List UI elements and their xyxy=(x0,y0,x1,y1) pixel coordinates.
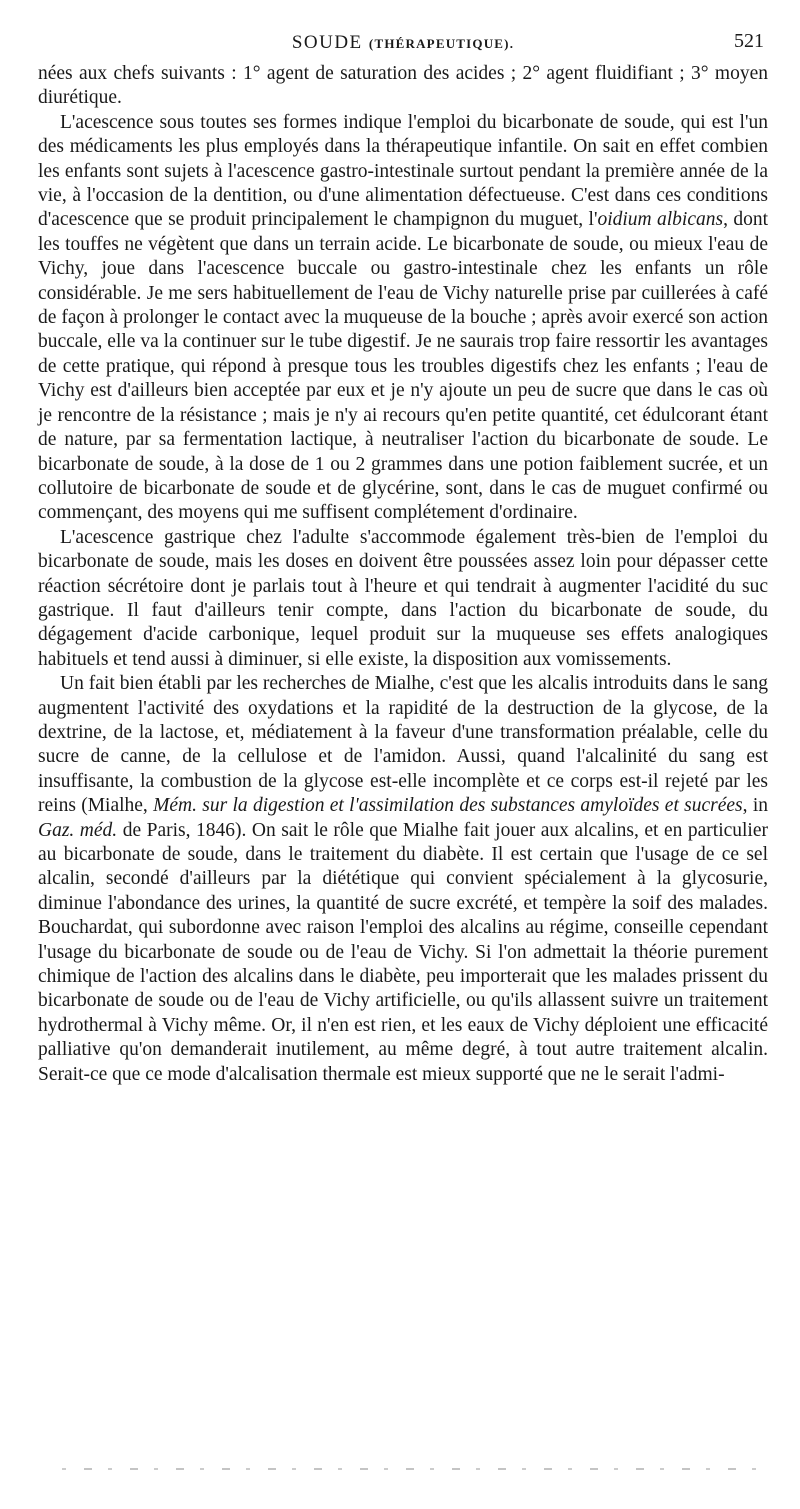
italic-text-segment: Mém. sur la digestion et l'assimilation des substances amyloïdes et sucrées xyxy=(153,795,743,817)
body-text xyxy=(38,62,768,1087)
text-segment: de Paris, 1846). On sait le rôle que Mialhe fait jouer aux alcalins, et en particulier au bicarbonate de soude, dans le traitement du diabète. Il est certain que l'usage de ce sel alcalin, secondé d'ailleurs par la diététique qui convient spécialement à la glycosurie, diminue l'abondance des urines, la quantité de sucre excrété, et tempère la soif des malades. Bouchardat, qui subordonne avec raison l'emploi des alcalins au régime, conseille cependant l'usage du bicarbonate de soude ou de l'eau de Vichy. Si l'on admettait la théorie purement chimique de l'action des alcalins dans le diabète, peu importerait que les malades prissent du bicarbonate de soude ou de l'eau de Vichy artificielle, ou qu'ils allassent suivre un traitement hydrothermal à Vichy même. Or, il n'en est rien, et les eaux de Vichy déploient une efficacité palliative qu'on demanderait inutilement, au même degré, à tout autre traitement alcalin. Serait-ce que ce mode d'alcalisation thermale est mieux supporté que ne le serait l'admi- xyxy=(38,819,768,1085)
paragraph xyxy=(38,672,768,1087)
text-segment: , dont les touffes ne végètent que dans un terrain acide. Le bicarbonate de soude, ou mieux l'eau de Vichy, joue dans l'acescence buccale ou gastro-intestinale chez les enfants un rôle considérable. Je me sers habituellement de l'eau de Vichy naturelle prise par cuillerées à café de façon à prolonger le contact avec la muqueuse de la bouche ; après avoir exercé son action buccale, elle va la continuer sur le tube digestif. Je ne saurais trop faire ressortir les avantages de cette pratique, qui répond à presque tous les troubles digestifs chez les enfants ; l'eau de Vichy est d'ailleurs bien acceptée par eux et je n'y ajoute un peu de sucre que dans le cas où je rencontre de la résistance ; mais je n'y ai recours qu'en petite quantité, cet édulcorant étant de nature, par sa fermentation lactique, à neutraliser l'action du bicarbonate de soude. Le bicarbonate de soude, à la dose de 1 ou 2 grammes dans une potion faiblement sucrée, et un collutoire de bicarbonate de soude et de glycérine, sont, dans le cas de muguet confirmé ou commençant, des moyens qui me suffisent complétement d'ordinaire. xyxy=(38,209,769,524)
text-segment: L'acescence gastrique chez l'adulte s'accommode également très-bien de l'emploi du bicarbonate de soude, mais les doses en doivent être poussées assez loin pour dépasser cette réaction sécrétoire dont je parlais tout à l'heure et qui tendrait à augmenter l'acidité du suc gastrique. Il faut d'ailleurs tenir compte, dans l'action du bicarbonate de soude, du dégagement d'acide carbonique, lequel produit sur la muqueuse ses effets analogiques habituels et tend aussi à diminuer, si elle existe, la disposition aux vomissements. xyxy=(38,526,768,670)
text-segment: nées aux chefs suivants : 1° agent de saturation des acides ; 2° agent fluidifiant ; 3° moyen diurétique. xyxy=(38,63,768,109)
paragraph xyxy=(38,62,768,111)
paragraph xyxy=(38,111,768,526)
italic-text-segment: Gaz. méd. xyxy=(38,819,118,841)
text-segment: Un fait bien établi par les recherches de Mialhe, c'est que les alcalis introduits dans le sang augmentent l'activité des oxydations et la rapidité de la destruction de la glycose, de la dextrine, de la lactose, et, médiatement à la faveur d'une transformation préalable, celle du sucre de canne, de la cellulose et de l'amidon. Aussi, quand l'alcalinité du sang est insuffisante, la combustion de la glycose est-elle incomplète et ce corps est-il rejeté par les reins (Mialhe, xyxy=(38,673,768,817)
italic-text-segment: oidium albicans xyxy=(597,209,724,231)
paragraph xyxy=(38,526,768,672)
running-title-main: SOUDE xyxy=(291,32,363,53)
text-segment: , in xyxy=(742,795,768,817)
running-title xyxy=(38,32,768,54)
bottom-scan-artifact xyxy=(62,1468,772,1470)
running-header xyxy=(38,0,768,62)
text-segment: L'acescence sous toutes ses formes indique l'emploi du bicarbonate de soude, qui est l'un des médicaments les plus employés dans la thérapeutique infantile. On sait en effet combien les enfants sont sujets à l'acescence gastro-intestinale surtout pendant la première année de la vie, à l'occasion de la dentition, ou d'une alimentation défectueuse. C'est dans ces conditions d'acescence que se produit principalement le champignon du muguet, l' xyxy=(38,111,768,231)
running-title-sub: (THÉRAPEUTIQUE). xyxy=(368,36,515,51)
document-page xyxy=(38,0,768,1087)
page-number: 521 xyxy=(734,30,764,52)
